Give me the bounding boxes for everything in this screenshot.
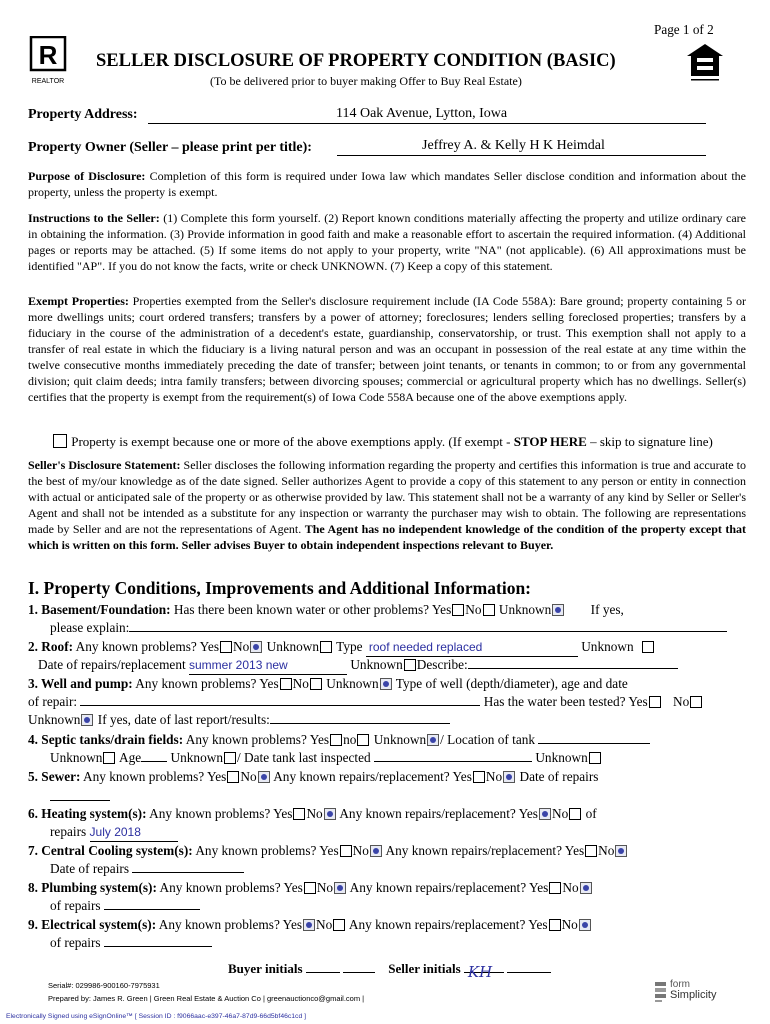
equal-housing-icon [685,42,725,84]
electrical-date-field[interactable] [104,946,212,947]
form-subtitle: (To be delivered prior to buyer making Offer to Buy Real Estate) [210,74,522,88]
well-type-label: Type of well (depth/diameter), age and date [395,676,628,691]
item-septic [28,731,746,748]
septic-label: 4. Septic tanks/drain fields: [28,732,184,747]
cooling-yes-checkbox[interactable] [340,845,352,857]
statement-bold: The Agent has no independent knowledge of the condition of the property except that which is written on this form. Seller advises Buyer to obtain independent inspections relevant to Buyer. [28,522,747,552]
cooling-date-field[interactable] [132,872,244,873]
electrical-yes-checked[interactable] [303,919,315,931]
serial-number: Serial#: 029986-900160-7975931 [48,981,160,990]
yes-label: Yes [431,602,452,617]
property-address-field[interactable] [148,105,706,124]
if-yes-label: If yes, [590,602,624,617]
instructions-paragraph [28,210,746,274]
statement-paragraph [28,457,746,553]
roof-type-unknown-checkbox[interactable] [642,641,654,653]
no-label: No [292,676,309,691]
date-repairs-label: Date of repairs/replacement [38,657,186,672]
plumbing-yes-checkbox[interactable] [304,882,316,894]
septic-location-field[interactable] [538,743,650,744]
heating-date-field[interactable] [90,823,178,842]
brand-top: form [670,979,690,990]
sewer-no-checked[interactable] [258,771,270,783]
roof-type-value: roof needed replaced [368,640,483,654]
septic-location-unknown-checkbox[interactable] [103,752,115,764]
electrical-repairs-no-checked[interactable] [579,919,591,931]
roof-date-row [38,656,746,675]
roof-date-field[interactable] [189,656,347,675]
heating-repairs-row [50,823,746,842]
owner-field[interactable] [337,137,706,156]
roof-date-unknown-checkbox[interactable] [404,659,416,671]
exempt-check-text: Property is exempt because one or more of the above exemptions apply. (If exempt - [71,434,511,449]
heating-repairs-yes-checked[interactable] [539,808,551,820]
stop-here: STOP HERE [513,434,587,449]
realtor-logo: R REALTOR [28,36,68,82]
instructions-label: Instructions to the Seller: [28,211,160,225]
roof-type-field[interactable] [366,638,578,657]
water-tested-label: Has the water been tested? Yes [483,694,648,709]
unknown-label: Unknown [170,750,223,765]
cooling-no-checked[interactable] [370,845,382,857]
buyer-initials-field-2[interactable] [343,972,375,973]
no-label: No [306,806,323,821]
esign-notice: Electronically Signed using eSignOnline™ [ Session ID : f9066aac-e397-46a7-87d9-66d5bf46c1cd ] [6,1013,307,1020]
item-electrical [28,916,746,933]
basement-label: 1. Basement/Foundation: [28,602,171,617]
water-tested-no-checkbox[interactable] [690,696,702,708]
cooling-repairs-row [50,860,746,877]
date-of-repairs-label: Date of repairs [50,861,130,876]
unknown-label: Unknown [535,750,588,765]
sewer-repairs-yes-checkbox[interactable] [473,771,485,783]
no-label: no [343,732,357,747]
unknown-label: Unknown [350,657,403,672]
heating-yes-checkbox[interactable] [293,808,305,820]
of-repairs-label: of repairs [50,898,101,913]
prepared-by: Prepared by: James R. Green | Green Real Estate & Auction Co | greenauctionco@gmail.com | [48,994,365,1003]
page-number: Page 1 of 2 [654,22,714,37]
owner-value: Jeffrey A. & Kelly H K Heimdal [422,138,605,153]
plumbing-repairs-no-checked[interactable] [580,882,592,894]
item-roof [28,638,746,657]
no-label: No [352,843,369,858]
water-tested-yes-checkbox[interactable] [649,696,661,708]
no-label: No [551,806,569,821]
plumbing-repairs-question: Any known repairs/replacement? Yes [349,880,549,895]
septic-no-checkbox[interactable] [357,734,369,746]
sewer-yes-checkbox[interactable] [227,771,239,783]
well-no-checkbox[interactable] [310,678,322,690]
please-explain-label: please explain: [50,620,130,635]
seller-initials-field-1[interactable] [464,963,504,981]
sewer-label: 5. Sewer: [28,769,81,784]
well-label: 3. Well and pump: [28,676,133,691]
roof-yes-checkbox[interactable] [220,641,232,653]
septic-age-field[interactable] [141,761,167,762]
no-label: No [561,917,578,932]
unknown-label: Unknown [326,676,379,691]
svg-text:R: R [38,40,58,70]
of-repair-label: of repair: [28,694,78,709]
unknown-label: Unknown [28,712,81,727]
water-tested-unknown-checked[interactable] [81,714,93,726]
septic-yes-checkbox[interactable] [330,734,342,746]
initials-row [228,961,551,981]
no-label: No [485,769,503,784]
well-repair-field[interactable] [80,705,480,706]
property-address-value: 114 Oak Avenue, Lytton, Iowa [336,106,508,121]
statement-text: Seller discloses the following information regarding the property and certifies this information is true and accurate to the best of my/our knowledge as of the date signed. Seller authorizes Agent to provide a copy of this statement to any person or entity in connection with actual or anticipated sale of the property or as otherwise provided by law. This statement shall not be a warranty of any kind by Seller or Seller's Agent and shall not be intended as a substitute for any inspection or warranty the purchaser may wish to obtain. The following are representations made by Seller and are not the representations of Agent. [28,458,746,536]
well-unknown-checked[interactable] [380,678,392,690]
plumbing-no-checked[interactable] [334,882,346,894]
cooling-label: 7. Central Cooling system(s): [28,843,193,858]
seller-signature-initials: KH [467,963,493,981]
sewer-date-field[interactable] [50,800,110,801]
exempt-label: Exempt Properties: [28,294,129,308]
form-simplicity-logo [654,981,734,1005]
location-tank-label: / Location of tank [440,732,536,747]
basement-yes-checkbox[interactable] [452,604,464,616]
buyer-initials-field-1[interactable] [306,972,340,973]
unknown-label: Unknown [373,732,427,747]
unknown-label: Unknown [266,639,320,654]
unknown-label: Unknown [498,602,552,617]
basement-no-checkbox[interactable] [483,604,495,616]
well-question: Any known problems? [135,676,257,691]
heating-no-checked[interactable] [324,808,336,820]
no-label: No [233,639,250,654]
heating-question: Any known problems? Yes [149,806,293,821]
of-repairs-label: of repairs [50,935,101,950]
basement-explain-field[interactable] [129,631,727,632]
section-title: I. Property Conditions, Improvements and Additional Information: [28,578,532,598]
roof-no-checked[interactable] [250,641,262,653]
form-title: SELLER DISCLOSURE OF PROPERTY CONDITION (BASIC) [96,51,616,71]
statement-label: Seller's Disclosure Statement: [28,458,181,472]
no-label: No [465,602,482,617]
heating-repairs-no-checkbox[interactable] [569,808,581,820]
item-plumbing [28,879,746,896]
septic-age-unknown-checkbox[interactable] [224,752,236,764]
yes-label: Yes [259,676,279,691]
if-yes-date-label: If yes, date of last report/results: [97,712,270,727]
item-sewer [28,768,746,785]
buyer-initials-label: Buyer initials [228,961,303,976]
heating-date-value: July 2018 [89,825,141,839]
item-cooling [28,842,746,859]
electrical-repairs-yes-checkbox[interactable] [549,919,561,931]
describe-label: Describe: [416,657,468,672]
basement-unknown-checked[interactable] [552,604,564,616]
roof-unknown-checkbox[interactable] [320,641,332,653]
septic-question: Any known problems? Yes [185,732,330,747]
property-address-label: Property Address: [28,107,138,122]
plumbing-date-field[interactable] [104,909,200,910]
skip-text: – skip to signature line) [590,434,713,449]
item-basement [28,601,746,618]
exempt-text: Properties exempted from the Seller's disclosure requirement include (IA Code 558A): Bare ground; property containing 5 or more dwellings units; court ordered transfers; transfers by a power of attorney; foreclosures; lenders selling foreclosed properties; transfers by a fiduciary in the course of the administration of a decedent's estate, guardianship, conservatorship, or trust. This exemption shall not apply to a transfer of real estate in which the fiduciary is a living natural person and was an occupant in possession of the real estate at any time within the twelve consecutive months immediately preceding the date of transfer; between joint tenants, or tenants in common; to or from any governmental division; quit claim deeds; intra family transfers; between divorcing spouses; commercial or agricultural property which has no dwellings. Seller(s) certifies that the property is exempt from the requirement(s) of Iowa Code 558A because one of the above exemptions apply. [28,294,746,404]
purpose-text: Completion of this form is required under Iowa law which mandates Seller disclose condition and information about the property, unless the property is exempt. [28,169,746,199]
unknown-label: Unknown [50,750,103,765]
purpose-label: Purpose of Disclosure: [28,169,146,183]
exempt-check-row [52,434,713,450]
item-well [28,675,746,692]
septic-unknown-checked[interactable] [427,734,439,746]
plumbing-repairs-yes-checkbox[interactable] [549,882,561,894]
septic-date-unknown-checkbox[interactable] [589,752,601,764]
well-repair-row [28,693,746,710]
sewer-repairs-no-checked[interactable] [503,771,515,783]
no-label: No [240,769,257,784]
cooling-repairs-yes-checkbox[interactable] [585,845,597,857]
well-report-row [28,711,746,728]
sewer-question: Any known problems? Yes [83,769,227,784]
seller-initials-field-2[interactable] [507,972,551,973]
exempt-checkbox[interactable] [53,434,67,448]
cooling-question: Any known problems? Yes [195,843,339,858]
electrical-repairs-row [50,934,746,951]
form-simplicity-icon [654,981,668,1003]
item-heating: 6. Heating system(s): Any known problems? Yes No Any known repairs/replacement? Yes No of [28,806,597,821]
septic-row2 [50,749,746,766]
plumbing-question: Any known problems? Yes [159,880,303,895]
no-label: No [316,917,333,932]
electrical-label: 9. Electrical system(s): [28,917,157,932]
well-report-field[interactable] [270,723,450,724]
plumbing-label: 8. Plumbing system(s): [28,880,157,895]
well-yes-checkbox[interactable] [280,678,292,690]
repairs-label: repairs [50,824,87,839]
plumbing-repairs-row [50,897,746,914]
heating-repairs-question: Any known repairs/replacement? Yes [339,806,538,821]
roof-date-value: summer 2013 new [189,658,288,672]
brand-bottom: Simplicity [670,989,717,1001]
septic-date-field[interactable] [374,761,532,762]
electrical-repairs-question: Any known repairs/replacement? Yes [348,917,548,932]
cooling-repairs-no-checked[interactable] [615,845,627,857]
sewer-repairs-question: Any known repairs/replacement? Yes [273,769,472,784]
basement-question: Has there been known water or other problems? [173,602,430,617]
no-label: No [673,694,690,709]
electrical-no-checkbox[interactable] [333,919,345,931]
type-label: Type [336,639,363,654]
yes-label: Yes [199,639,219,654]
age-label: Age [119,750,142,765]
no-label: No [316,880,334,895]
basement-explain-row [50,619,746,636]
heating-label: 6. Heating system(s): [28,806,147,821]
roof-label: 2. Roof: [28,639,74,654]
exempt-paragraph [28,293,746,405]
purpose-paragraph [28,168,746,200]
date-of-repairs-label: Date of repairs [519,769,599,784]
roof-describe-field[interactable] [468,668,678,669]
cooling-repairs-question: Any known repairs/replacement? Yes [385,843,585,858]
no-label: No [562,880,579,895]
unknown-label: Unknown [581,639,634,654]
seller-initials-label: Seller initials [388,961,461,976]
date-tank-label: / Date tank last inspected [236,750,371,765]
instructions-text: (1) Complete this form yourself. (2) Report known conditions materially affecting the property and utilize ordinary care in obtaining the information. (3) Provide information in good faith and make a reasonable effort to ascertain the required information. (4) Additional pages or reports may be attached. (5) If some items do not apply to your property, write "NA" (not applicable). (6) All approximations must be identified "AP". If you do not know the facts, write or check UNKNOWN. (7) Keep a copy of this statement. [28,211,747,273]
no-label: No [598,843,615,858]
owner-label: Property Owner (Seller – please print per title): [28,140,312,155]
roof-question: Any known problems? [75,639,197,654]
electrical-question: Any known problems? Yes [158,917,303,932]
